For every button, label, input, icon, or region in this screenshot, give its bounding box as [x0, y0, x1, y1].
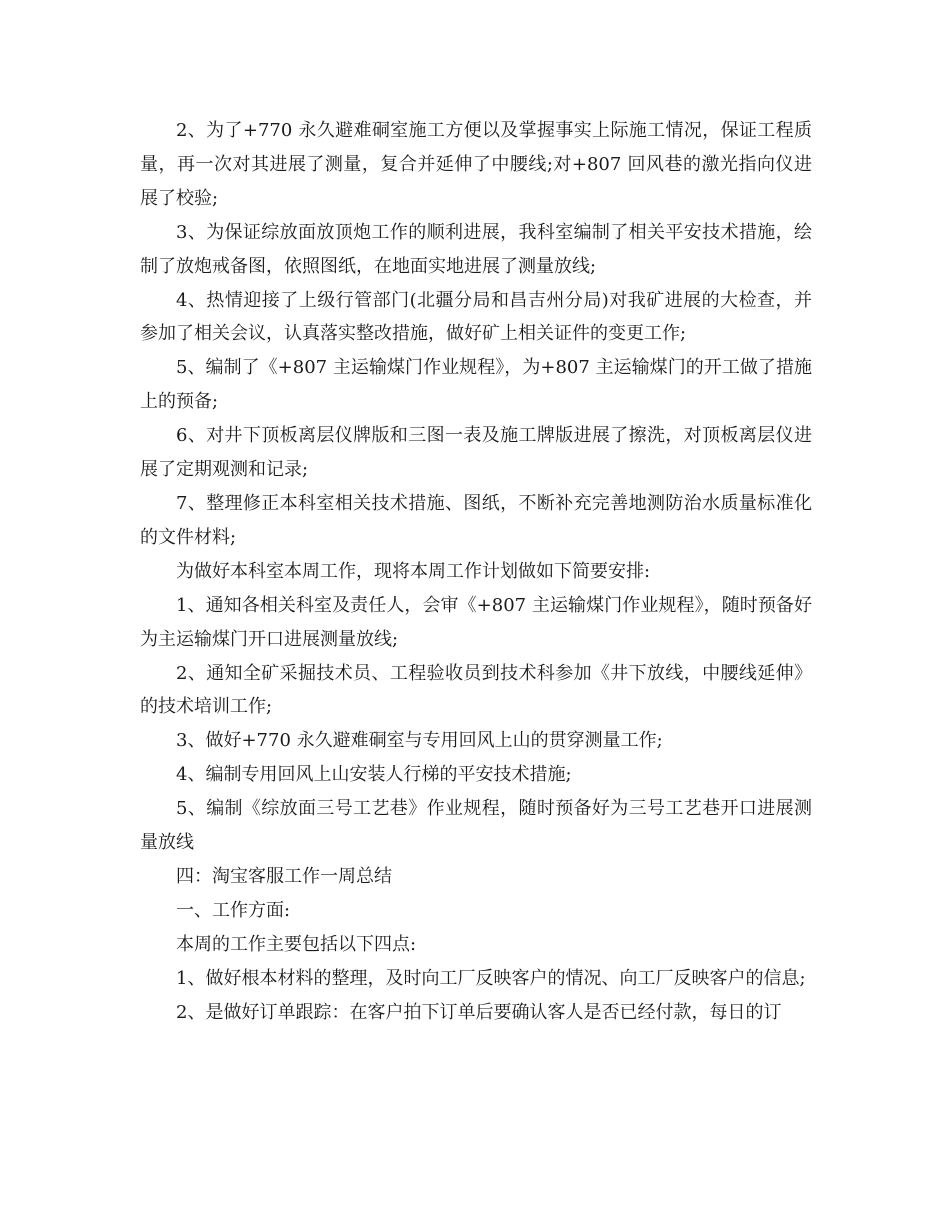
paragraph-plan-item-2: 2、通知全矿采掘技术员、工程验收员到技术科参加《井下放线，中腰线延伸》的技术培训工作; — [140, 662, 812, 718]
paragraph-plan-intro: 为做好本科室本周工作，现将本周工作计划做如下简要安排: — [176, 560, 651, 582]
paragraph-blasting-measures: 3、为保证综放面放顶炮工作的顺利进展，我科室编制了相关平安技术措施，绘制了放炮戒备图，依照图纸，在地面实地进展了测量放线; — [140, 221, 812, 277]
paragraph-operation-rules: 5、编制了《+807 主运输煤门作业规程》，为+807 主运输煤门的开工做了措施上的预备; — [140, 357, 812, 413]
document-body — [140, 114, 812, 1029]
paragraph-roof-monitor: 6、对井下顶板离层仪牌版和三图一表及施工牌版进展了擦洗，对顶板离层仪进展了定期观测和记录; — [140, 425, 812, 481]
paragraph-work-intro: 本周的工作主要包括以下四点: — [176, 933, 417, 955]
paragraph-inspection: 4、热情迎接了上级行管部门(北疆分局和昌吉州分局)对我矿进展的大检查，并参加了相关会议，认真落实整改措施，做好矿上相关证件的变更工作; — [140, 289, 812, 345]
paragraph-plan-item-3: 3、做好+770 永久避难硐室与专用回风上山的贯穿测量工作; — [176, 730, 663, 752]
paragraph-construction-survey: 2、为了+770 永久避难硐室施工方便以及掌握事实上际施工情况，保证工程质量，再一次对其进展了测量，复合并延伸了中腰线;对+807 回风巷的激光指向仪进展了校验; — [140, 120, 812, 209]
section-heading-taobao: 四：淘宝客服工作一周总结 — [176, 865, 392, 887]
paragraph-plan-item-5: 5、编制《综放面三号工艺巷》作业规程，随时预备好为三号工艺巷开口进展测量放线 — [140, 798, 812, 854]
paragraph-plan-item-1: 1、通知各相关科室及责任人，会审《+807 主运输煤门作业规程》，随时预备好为主运输煤门开口进展测量放线; — [140, 594, 812, 650]
subsection-heading-work: 一、工作方面: — [176, 899, 291, 921]
paragraph-work-item-2: 2、是做好订单跟踪：在客户拍下订单后要确认客人是否已经付款，每日的订 — [176, 1001, 782, 1023]
paragraph-plan-item-4: 4、编制专用回风上山安装人行梯的平安技术措施; — [176, 764, 572, 786]
paragraph-work-item-1: 1、做好根本材料的整理，及时向工厂反映客户的情况、向工厂反映客户的信息; — [176, 967, 806, 989]
paragraph-standardization: 7、整理修正本科室相关技术措施、图纸，不断补充完善地测防治水质量标准化的文件材料; — [140, 492, 812, 548]
